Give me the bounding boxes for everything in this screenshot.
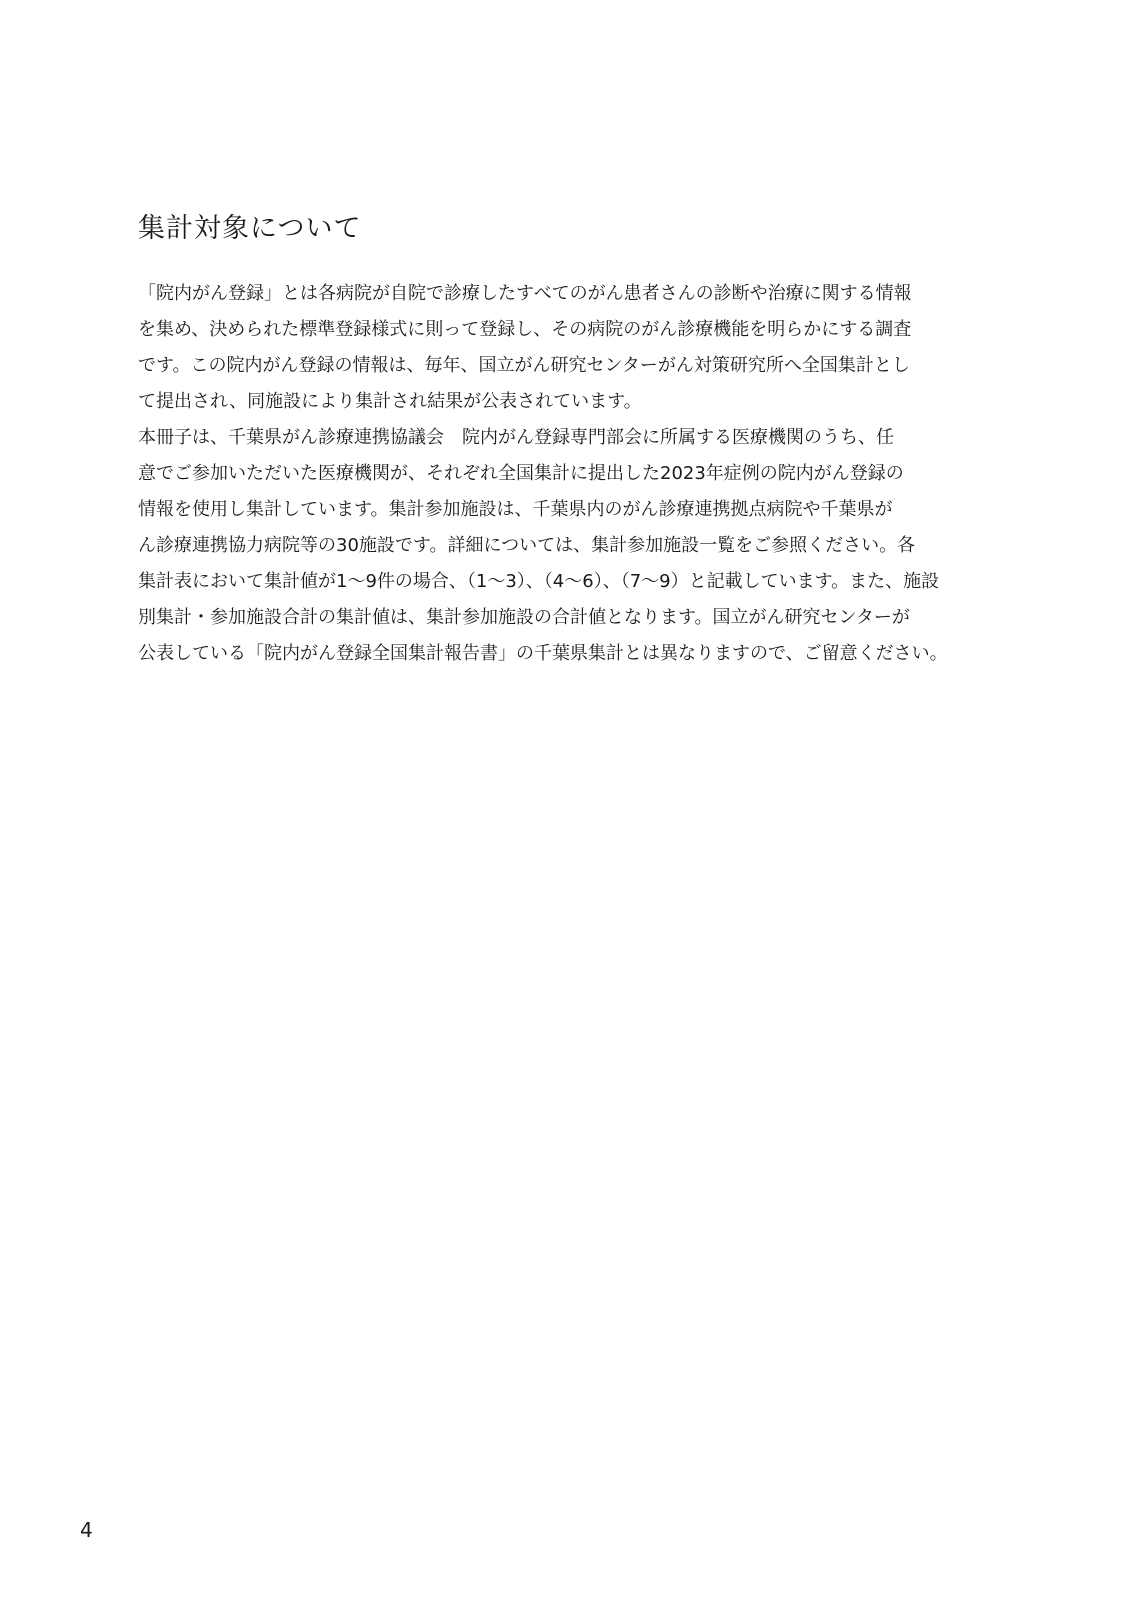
body-paragraph	[138, 276, 1018, 672]
paragraph-line: 別集計・参加施設合計の集計値は、集計参加施設の合計値となります。国立がん研究センターが	[138, 607, 910, 628]
paragraph-line: 意でご参加いただいた医療機関が、それぞれ全国集計に提出した2023年症例の院内がん登録の	[138, 463, 904, 484]
paragraph-line: 本冊子は、千葉県がん診療連携協議会 院内がん登録専門部会に所属する医療機関のうち、任	[138, 427, 894, 448]
paragraph-line: を集め、決められた標準登録様式に則って登録し、その病院のがん診療機能を明らかにする調査	[138, 319, 912, 340]
page-number: 4	[80, 1518, 93, 1542]
paragraph-line: です。この院内がん登録の情報は、毎年、国立がん研究センターがん対策研究所へ全国集計とし	[138, 355, 910, 376]
paragraph-line: て提出され、同施設により集計され結果が公表されています。	[138, 391, 642, 412]
section-title: 集計対象について	[138, 213, 362, 244]
paragraph-line: ん診療連携協力病院等の30施設です。詳細については、集計参加施設一覧をご参照ください。各	[138, 535, 916, 556]
paragraph-line: 情報を使用し集計しています。集計参加施設は、千葉県内のがん診療連携拠点病院や千葉県が	[138, 499, 893, 520]
paragraph-line: 集計表において集計値が1～9件の場合、（1～3）、（4～6）、（7～9）と記載しています。また、施設	[138, 571, 940, 592]
paragraph-line: 公表している「院内がん登録全国集計報告書」の千葉県集計とは異なりますので、ご留意ください。	[138, 643, 948, 664]
paragraph-line: 「院内がん登録」とは各病院が自院で診療したすべてのがん患者さんの診断や治療に関する情報	[138, 283, 912, 304]
